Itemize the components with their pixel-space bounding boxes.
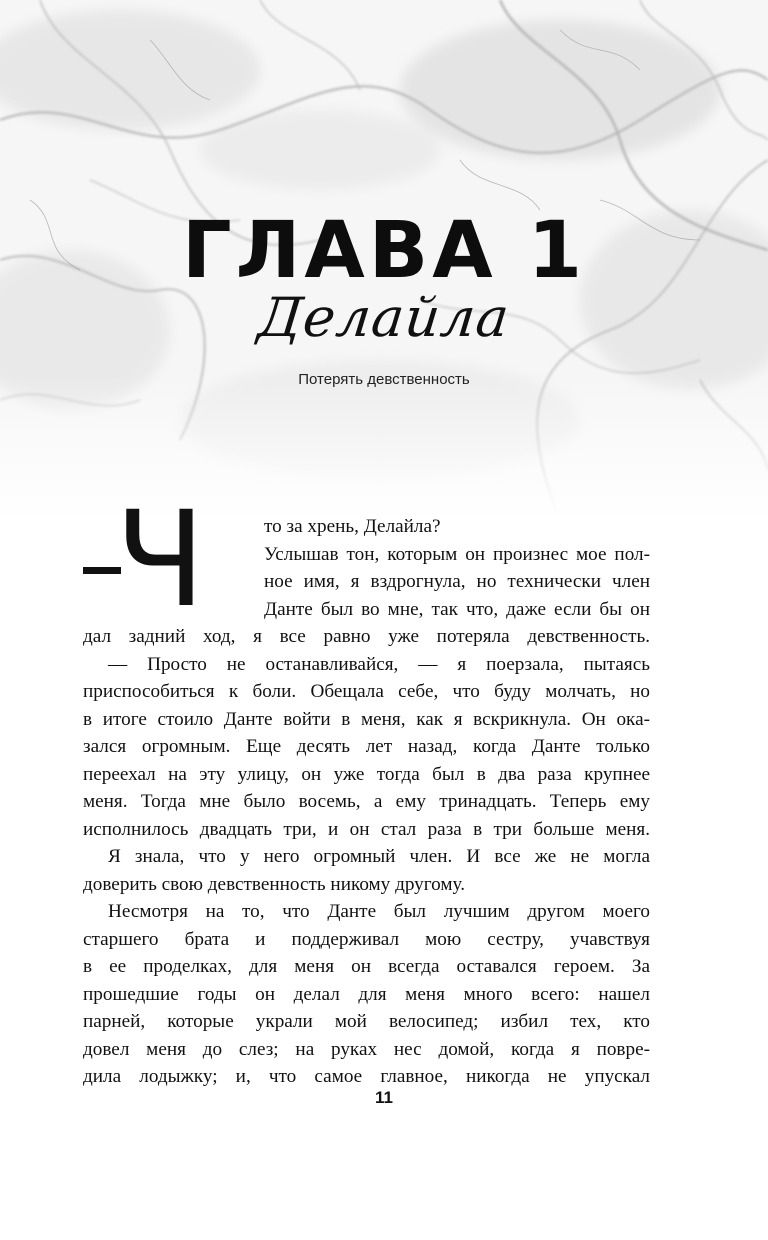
body-line: переехал на эту улицу, он уже тогда был в два раза крупнее: [83, 763, 650, 785]
body-text: [83, 513, 650, 1091]
body-line: приспособиться к боли. Обещала себе, что буду молчать, но: [83, 681, 650, 702]
body-line: меня. Тогда мне было восемь, а ему тринадцать. Теперь ему: [83, 791, 650, 812]
body-line: зался огромным. Еще десять лет назад, когда Данте только: [83, 736, 650, 757]
body-line: Услышав тон, которым он произнес мое пол-: [264, 543, 650, 565]
body-line: доверить свою девственность никому другому.: [83, 873, 466, 895]
chapter-character-name: Делайла: [255, 286, 513, 349]
dropcap-letter: Ч: [115, 483, 206, 637]
body-line: исполнилось двадцать три, и он стал раза в три больше меня.: [83, 818, 650, 840]
body-line: довел меня до слез; на руках нес домой, когда я повре-: [83, 1038, 650, 1060]
body-line: Несмотря на то, что Данте был лучшим другом моего: [108, 901, 650, 922]
page-number: 11: [375, 1088, 393, 1107]
body-line: в ее проделках, для меня он всегда оставался героем. За: [83, 956, 650, 977]
body-line: в итоге стоило Данте войти в меня, как я вскрикнула. Он ока-: [83, 708, 650, 730]
body-line: прошедшие годы он делал для меня много всего: нашел: [83, 983, 650, 1005]
body-line: — Просто не останавливайся, — я поерзала, пытаясь: [108, 653, 650, 675]
body-line: Я знала, что у него огромный член. И все же не могла: [108, 846, 650, 867]
chapter-title: ГЛАВА 1: [181, 206, 587, 296]
body-line: дал задний ход, я все равно уже потеряла девственность.: [83, 626, 650, 647]
body-line: парней, которые украли мой велосипед; избил тех, кто: [83, 1011, 650, 1032]
body-line: старшего брата и поддерживал мою сестру, учавствуя: [83, 928, 650, 950]
body-line: Данте был во мне, так что, даже если бы он: [264, 598, 650, 620]
chapter-subtitle: Потерять девственность: [298, 371, 470, 388]
body-line: ное имя, я вздрогнула, но технически член: [264, 571, 650, 592]
body-line: то за хрень, Делайла?: [264, 516, 441, 537]
body-line: дила лодыжку; и, что самое главное, никогда не упускал: [83, 1066, 650, 1087]
